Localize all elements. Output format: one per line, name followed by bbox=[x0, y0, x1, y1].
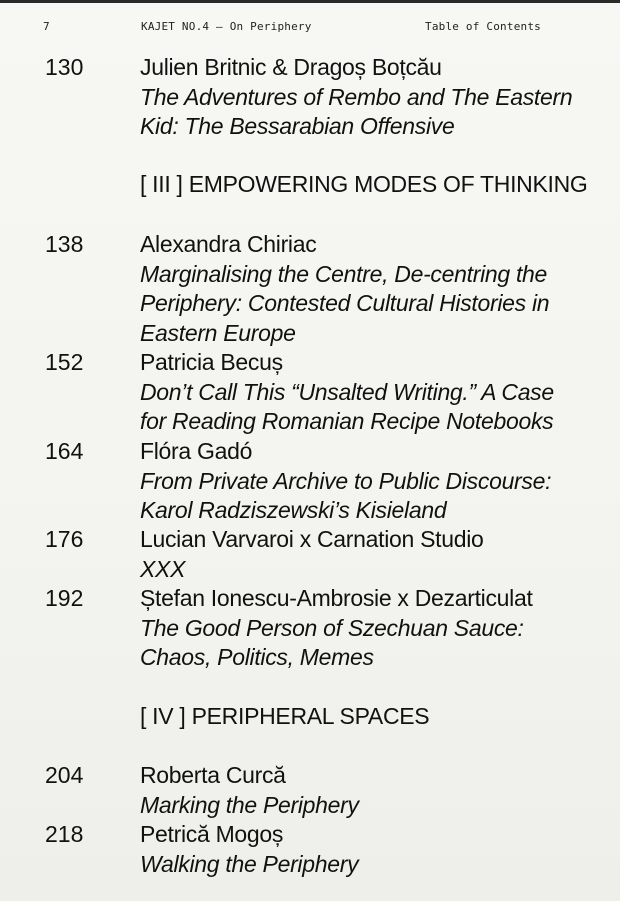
toc-entry-author: Alexandra Chiriac bbox=[140, 231, 317, 257]
toc-entry-title: Marginalising the Centre, De-centring the Periphery: Contested Cultural Histories in Eastern Europe bbox=[140, 260, 550, 346]
toc-entry-title: XXX bbox=[140, 555, 186, 582]
toc-entry-page: 192 bbox=[45, 585, 84, 611]
toc-entry-author: Petrică Mogoș bbox=[140, 821, 284, 847]
toc-entry-title: Don’t Call This “Unsalted Writing.” A Case for Reading Romanian Recipe Notebooks bbox=[140, 378, 554, 434]
toc-entry-page: 138 bbox=[45, 231, 84, 257]
toc-entry bbox=[140, 230, 610, 348]
toc-entry-page: 152 bbox=[45, 349, 84, 375]
running-head-section: Table of Contents bbox=[425, 20, 541, 33]
toc-entry-title: Marking the Periphery bbox=[140, 791, 359, 818]
toc-entry-author: Lucian Varvaroi x Carnation Studio bbox=[140, 526, 484, 552]
section-heading: [ III ] EMPOWERING MODES OF THINKING bbox=[140, 171, 588, 197]
toc-entry-page: 164 bbox=[45, 438, 84, 464]
toc-entry-author: Patricia Becuș bbox=[140, 349, 283, 375]
toc-entry-author: Julien Britnic & Dragoș Boțcău bbox=[140, 54, 442, 80]
toc-entry bbox=[140, 820, 610, 879]
toc-entry bbox=[140, 761, 610, 820]
toc-entry-title: The Adventures of Rembo and The Eastern Kid: The Bessarabian Offensive bbox=[140, 83, 573, 139]
toc-entry-page: 130 bbox=[45, 54, 84, 80]
toc-entry-title: From Private Archive to Public Discourse: Karol Radziszewski’s Kisieland bbox=[140, 467, 552, 523]
toc-entry bbox=[140, 348, 610, 437]
toc-entry-page: 218 bbox=[45, 821, 84, 847]
toc-entry-title: Walking the Periphery bbox=[140, 850, 359, 877]
toc-entry bbox=[140, 437, 610, 526]
toc-entry bbox=[140, 525, 610, 584]
running-head-page-number: 7 bbox=[43, 20, 50, 33]
toc-entry-page: 204 bbox=[45, 762, 84, 788]
toc-entry-author: Flóra Gadó bbox=[140, 438, 253, 464]
top-rule bbox=[0, 0, 620, 3]
toc-entry-title: The Good Person of Szechuan Sauce: Chaos, Politics, Memes bbox=[140, 614, 524, 670]
section-heading: [ IV ] PERIPHERAL SPACES bbox=[140, 703, 430, 729]
toc-entry bbox=[140, 584, 610, 673]
toc-entry-author: Ștefan Ionescu-Ambrosie x Dezarticulat bbox=[140, 585, 533, 611]
running-head-publication: KAJET NO.4 – On Periphery bbox=[141, 20, 312, 33]
toc-entry bbox=[140, 53, 610, 142]
toc-entry-page: 176 bbox=[45, 526, 84, 552]
toc-entry-author: Roberta Curcă bbox=[140, 762, 286, 788]
